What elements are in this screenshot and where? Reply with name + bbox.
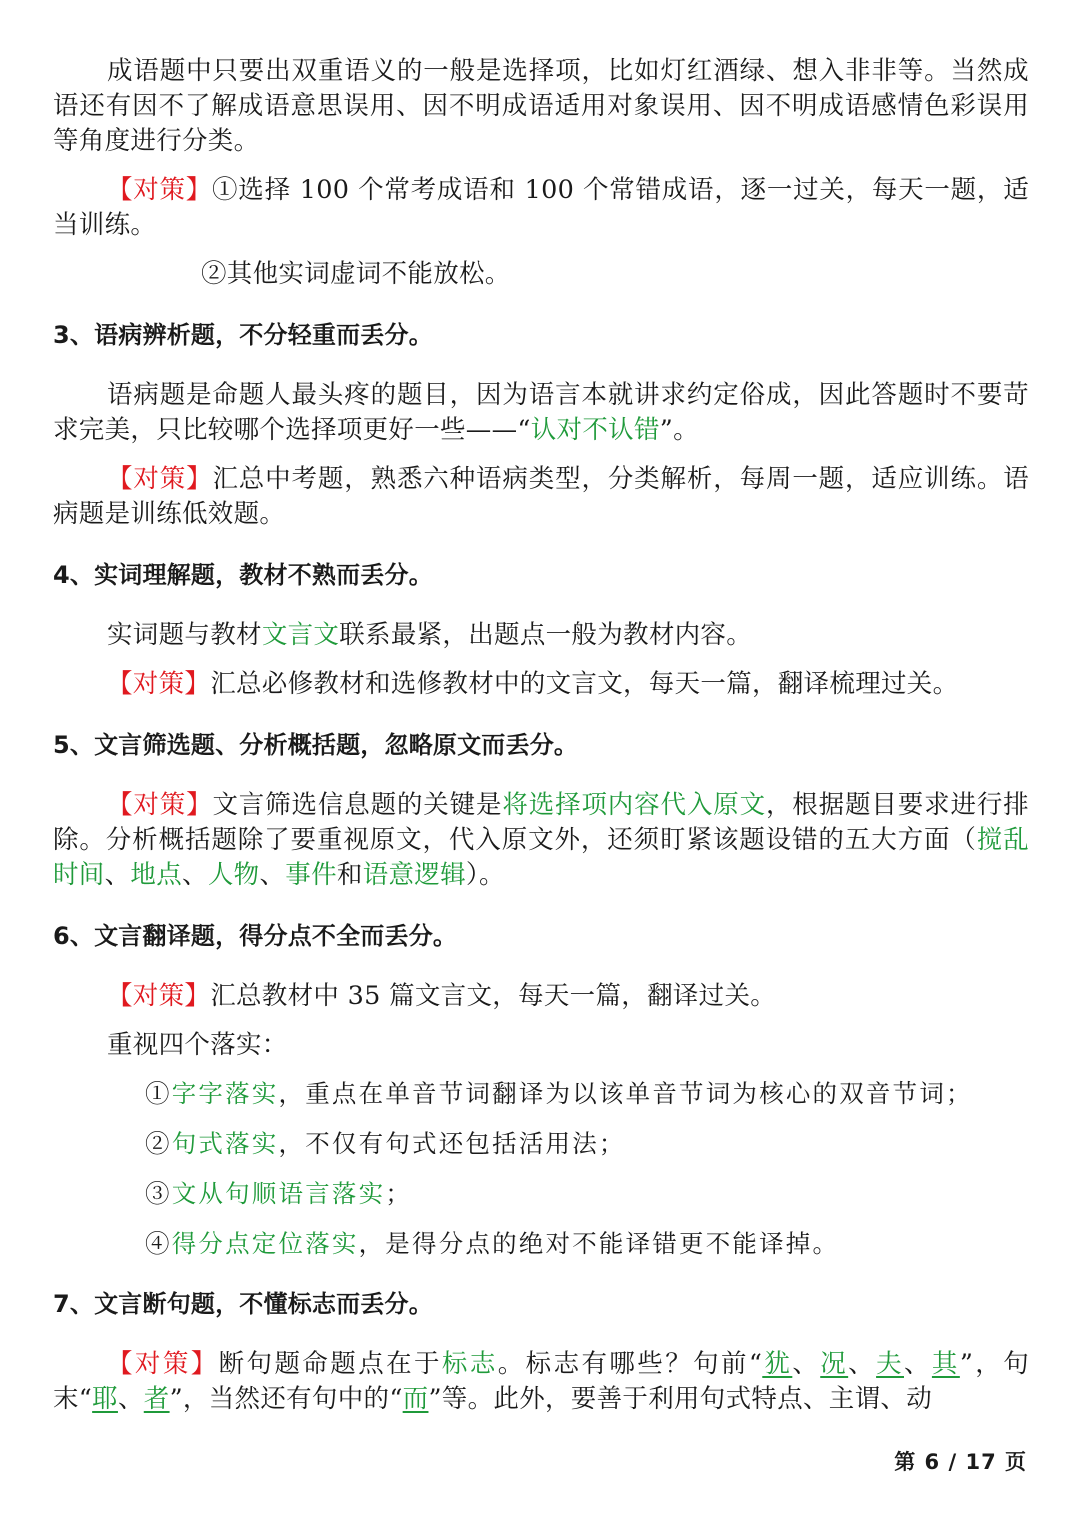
- page-number: 第 6 / 17 页: [894, 1450, 1027, 1474]
- text-span: 、: [259, 860, 286, 890]
- list-item: [53, 1227, 1029, 1261]
- text-span: 、: [104, 860, 131, 890]
- highlight-text: 标志: [441, 1349, 498, 1379]
- paragraph-grammar: [53, 378, 1029, 448]
- text-span: ”。: [659, 415, 699, 445]
- list-item: [53, 1177, 1029, 1211]
- text-span: 实词题与教材: [107, 620, 262, 650]
- text-span: 文言筛选信息题的关键是: [212, 790, 503, 820]
- text-span: 、: [848, 1349, 877, 1379]
- item-text: ；: [385, 1179, 413, 1208]
- paragraph-content-words: [53, 618, 1029, 653]
- text-span: 。标志有哪些？句前“: [497, 1349, 763, 1379]
- strategy-tag: 【对策】: [107, 1349, 219, 1379]
- item-text: ，不仅有句式还包括活用法；: [278, 1129, 626, 1158]
- text-span: ，根据题目要求进行排除。分析概括题除了要重视原文，代入原文外，还须盯紧该题设错的五大方面（: [53, 790, 1029, 855]
- highlight-text: 人物: [207, 860, 260, 890]
- highlight-text: 得分点定位落实: [171, 1229, 359, 1258]
- highlight-text: 事件: [285, 860, 337, 890]
- text-span: ）。: [465, 860, 505, 890]
- paragraph-strategy-punctuation: [53, 1347, 1029, 1417]
- heading-translation: 6、文言翻译题，得分点不全而丢分。: [53, 922, 458, 950]
- item-text: ，重点在单音节词翻译为以该单音节词为核心的双音节词；: [278, 1079, 973, 1108]
- text-span: ”，当然还有句中的“: [169, 1384, 403, 1414]
- text-span: 、: [117, 1384, 144, 1414]
- paragraph-strategy-content-words: [53, 667, 1029, 702]
- paragraph-strategy-grammar: [53, 462, 1029, 532]
- marker-word: 犹: [762, 1349, 793, 1379]
- strategy-text: 汇总教材中 35 篇文言文，每天一篇，翻译过关。: [210, 981, 777, 1011]
- highlight-text: 语意逻辑: [362, 860, 466, 890]
- text-span: 联系最紧，出题点一般为教材内容。: [339, 620, 753, 650]
- heading-punctuation: 7、文言断句题，不懂标志而丢分。: [53, 1290, 433, 1318]
- strategy-tag: 【对策】: [107, 981, 211, 1011]
- highlight-text: 将选择项内容代入原文: [502, 790, 766, 820]
- marker-word: 夫: [876, 1349, 904, 1379]
- highlight-text: 地点: [130, 860, 183, 890]
- list-item: [53, 1127, 1029, 1161]
- strategy-tag: 【对策】: [107, 790, 213, 820]
- document-page: [53, 50, 1029, 1417]
- strategy-text: ①选择 100 个常考成语和 100 个常错成语，逐一过关，每天一题，适当训练。: [53, 175, 1029, 240]
- text-span: 、: [904, 1349, 932, 1379]
- text-span: 、: [182, 860, 208, 890]
- strategy-tag: 【对策】: [107, 669, 211, 699]
- paragraph-four-points: 重视四个落实：: [107, 1030, 288, 1060]
- strategy-text: 汇总必修教材和选修教材中的文言文，每天一篇，翻译梳理过关。: [210, 669, 959, 699]
- highlight-text: 句式落实: [171, 1129, 279, 1158]
- paragraph-strategy-translation: [53, 979, 1029, 1014]
- item-number: ③: [145, 1179, 172, 1208]
- marker-word: 况: [820, 1349, 849, 1379]
- marker-word: 耶: [92, 1384, 118, 1414]
- highlight-text: 文从句顺语言落实: [171, 1179, 386, 1208]
- marker-word: 者: [143, 1384, 170, 1414]
- strategy-tag: 【对策】: [107, 464, 213, 494]
- text-span: ”等。此外，要善于利用句式特点、主谓、动: [428, 1384, 933, 1414]
- item-number: ②: [145, 1129, 172, 1158]
- paragraph-strategy-idioms: [53, 173, 1029, 243]
- heading-grammar-errors: 3、语病辨析题，不分轻重而丢分。: [53, 321, 433, 349]
- item-text: ，是得分点的绝对不能译错更不能译掉。: [358, 1229, 840, 1258]
- marker-word: 而: [402, 1384, 429, 1414]
- marker-word: 其: [931, 1349, 960, 1379]
- highlight-text: 搅乱时间: [53, 825, 1029, 890]
- paragraph-strategy-words: ②其他实词虚词不能放松。: [201, 259, 511, 289]
- paragraph-strategy-selection: [53, 788, 1029, 893]
- text-span: 断句题命题点在于: [218, 1349, 442, 1379]
- strategy-tag: 【对策】: [107, 175, 213, 205]
- highlight-text: 字字落实: [171, 1079, 279, 1108]
- heading-classical-selection: 5、文言筛选题、分析概括题，忽略原文而丢分。: [53, 731, 579, 759]
- highlight-text: 认对不认错: [530, 415, 660, 445]
- text-span: 语病题是命题人最头疼的题目，因为语言本就讲求约定俗成，因此答题时不要苛求完美，只比较哪个选择项更好一些——“: [53, 380, 1029, 445]
- list-item: [53, 1077, 1029, 1111]
- text-span: 、: [792, 1349, 821, 1379]
- item-number: ④: [145, 1229, 172, 1258]
- strategy-text: 汇总中考题，熟悉六种语病类型，分类解析，每周一题，适应训练。语病题是训练低效题。: [53, 464, 1029, 529]
- text-span: 和: [336, 860, 363, 890]
- heading-content-words: 4、实词理解题，教材不熟而丢分。: [53, 561, 433, 589]
- item-number: ①: [145, 1079, 172, 1108]
- highlight-text: 文言文: [261, 620, 340, 650]
- paragraph-idioms: 成语题中只要出双重语义的一般是选择项，比如灯红酒绿、想入非非等。当然成语还有因不了解成语意思误用、因不明成语适用对象误用、因不明成语感情色彩误用等角度进行分类。: [53, 56, 1029, 156]
- text-span: ”，句末“: [53, 1349, 1029, 1414]
